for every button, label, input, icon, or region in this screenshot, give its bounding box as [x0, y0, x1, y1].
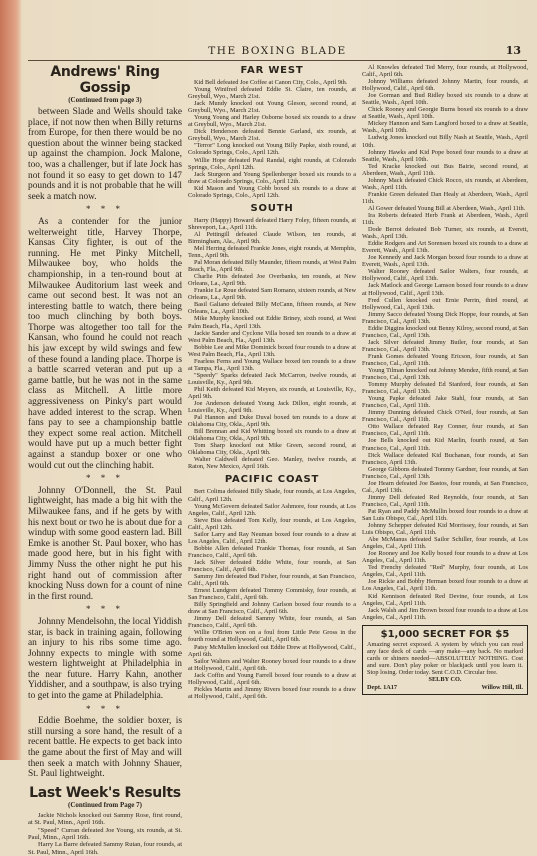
result-item: Jimmy Dell defeated Red Reynolds, four rounds, at San Francisco, Cal., April 11th. [362, 493, 528, 508]
section-far-west: FAR WEST [240, 65, 304, 76]
result-item: "Speedy" Sparks defeated Jack McCarron, twelve rounds, at Louisville, Ky., April 9th. [188, 371, 356, 386]
result-item: Young McGovern defeated Sailor Ashmore, four rounds, at Los Angeles, Calif., April 12th. [188, 502, 356, 517]
result-item: Mickey Hannon and Sam Langford boxed to a draw at Seattle, Wash., April 10th. [362, 120, 528, 135]
result-item: Joe Kennedy and Jack Morgan boxed four rounds to a draw at Everett, Wash., April 13th. [362, 254, 528, 269]
results-continued: (Continued from Page 7) [68, 800, 142, 809]
result-item: Pal Hannon and Duke Duval boxed ten rounds to a draw at Oklahoma City, Okla., April 9th. [188, 414, 356, 429]
ad-address: Willow Hill, Ill. [481, 683, 523, 691]
result-item: "Speed" Curran defeated Joe Young, six rounds, at St. Paul, Minn., April 16th. [28, 826, 182, 842]
result-item: Dick Henderson defeated Bennie Garland, six rounds, at Greybull, Wyo., March 21st. [188, 128, 356, 143]
results-headline: Last Week's Results [29, 784, 181, 801]
separator-stars: * * * [86, 473, 124, 484]
result-item: Johnny Schepper defeated Kid Morrissey, four rounds, at San Luis Obispo, Cal., April 11th. [362, 522, 528, 537]
page-header [28, 44, 527, 61]
result-item: Billy Springfield and Johnny Carlson boxed four rounds to a draw at San Francisco, Calif., April 6th. [188, 601, 356, 616]
column-gossip [28, 64, 182, 856]
result-item: Eddie Rodgers and Art Sorensen boxed six rounds to a draw at Everett, Wash., April 13th. [362, 240, 528, 255]
result-item: Kid Bell defeated Joe Coffee at Canon City, Colo., April 9th. [194, 79, 348, 86]
result-item: Willie O'Brien won on a foul from Little Pete Gross in the fourth round at Hollywood, Calif., April 6th. [188, 629, 356, 644]
separator-stars: * * * [86, 204, 124, 215]
gossip-paragraph: Johnny O'Donnell, the St. Paul lightweight, has made a big hit with the Milwaukee fans, and if he gets by with his next bout or two he is about due for a windup with some good eastern lad. Bill Emke is another St. Paul boxer, who has made good here, but in his fight with Jimmy Nuss the other night he put his right hand out of commission after knocking Nuss down for a count of nine in the first round. [28, 485, 182, 602]
result-item: Ted Frenchy defeated "Red" Murphy, four rounds, at Los Angeles, Cal., April 11th. [362, 564, 528, 579]
result-item: Abe McManus defeated Sailor Schiller, four rounds, at Los Angeles, Cal., April 11th. [362, 536, 528, 551]
result-item: "Terror" Long knocked out Young Billy Papke, sixth round, at Colorado Springs, Colo., April 12th. [188, 142, 356, 157]
more-results-list [362, 64, 528, 621]
far-west-list [188, 79, 356, 199]
gossip-paragraph: As a contender for the junior welterweight title, Harvey Thorpe, Kansas City fighter, is out of the running. He met Pinky Mitchell, Milwaukee boy, who holds the championship, in a ten-round bout at Milwaukee Auditorium last week and came out second best. It was not an interesting battle to watch, there being too much clinching by both boys. Thorpe was altogether too tall for the Kansan, who found he could not reach his jaw except by wild swings and few of these found a landing place. Thorpe is a battle scarred veteran and put up a game battle, but he was not in the same class as Mitchell. A little more aggressiveness on Pinky's part would have added interest to the scrap. When fans pay to see a championship battle they expect some real action. Mitchell would have put up a much better fight against a standup boxer or one who would cut out the clinching habit. [28, 216, 182, 471]
result-item: Young Winifred defeated Eddie St. Claire, ten rounds, at Greybull, Wyo., March 21st. [188, 86, 356, 101]
separator-stars: * * * [86, 604, 124, 615]
publication-title: THE BOXING BLADE [208, 45, 347, 57]
result-item: Tom Sharp knocked out Mike Green, second round, at Oklahoma City, Okla., April 9th. [188, 442, 356, 457]
separator-stars: * * * [86, 703, 124, 714]
result-item: Jack Coffin and Young Farrell boxed four rounds to a draw at Hollywood, Calif., April 6th. [188, 671, 356, 686]
result-item: Bert Colima defeated Billy Shade, four rounds, at Los Angeles, Calif., April 12th. [188, 488, 356, 503]
result-item: Otto Wallace defeated Ray Conner, four rounds, at San Francisco, Cal., April 11th. [362, 423, 528, 438]
result-item: Joe Gorman and Bud Ridley boxed six rounds to a draw at Seattle, Wash., April 10th. [362, 92, 528, 107]
result-item: Jack Mundy knocked out Young Gleson, second round, at Greybull, Wyo., March 21st. [188, 100, 356, 115]
south-list [188, 217, 356, 471]
result-item: Jimmy Dell defeated Sammy White, four rounds, at San Francisco, Calif., April 6th. [188, 615, 356, 630]
gossip-headline: Andrews' Ring Gossip [50, 64, 160, 96]
result-item: Joe Rooney and Joe Kelly boxed four rounds to a draw at Los Angeles, Cal., April 11th. [362, 550, 528, 565]
result-item: Pickles Martin and Jimmy Rivers boxed four rounds to a draw at Hollywood, Calif., April 6th. [188, 685, 356, 700]
result-item: George Gibbons defeated Tommy Gardner, four rounds, at San Francisco, Cal., April 13th. [362, 465, 528, 480]
result-item: Tommy Murphy defeated Ed Stanford, four rounds, at San Francisco, Cal., April 13th. [362, 381, 528, 396]
result-item: Al Gower defeated Young Bill at Aberdeen, Wash., April 11th. [368, 204, 526, 212]
result-item: Joe Bells knocked out Kid Marlin, fourth round, at San Francisco, Cal., April 11th. [362, 437, 528, 452]
result-item: Ira Roberts defeated Herb Frank at Aberdeen, Wash., April 11th. [362, 211, 528, 227]
ad-headline: $1,000 SECRET FOR $5 [380, 628, 510, 640]
result-item: Mel Herring defeated Frankie Jones, eight rounds, at Memphis, Tenn., April 9th. [188, 244, 356, 260]
result-item: Sailor Walters and Walter Rooney boxed four rounds to a draw at Hollywood, Calif., April 6th. [188, 657, 356, 672]
result-item: Ernest Lundgren defeated Tommy Commisky, four rounds, at San Francisco, Calif., April 6th. [188, 587, 356, 602]
column-regional-results [188, 64, 356, 754]
result-item: Sammy Jim defeated Bud Fisher, four rounds, at San Francisco, Calif., April 6th. [188, 573, 356, 588]
section-pacific-coast: PACIFIC COAST [224, 474, 320, 486]
result-item: Joe Rickie and Bobby Herman boxed four rounds to a draw at Los Angeles, Cal., April 11th. [362, 578, 528, 593]
gossip-continued: (Continued from page 3) [68, 96, 142, 104]
result-item: Phil Keith defeated Kid Meyers, six rounds, at Louisville, Ky., April 9th. [188, 385, 356, 400]
result-item: Walter Rooney defeated Sailor Walters, four rounds, at Hollywood, Calif., April 13th. [362, 268, 528, 283]
result-item: Johnny Hawks and Kid Pope boxed four rounds to a draw at Seattle, Wash., April 10th. [362, 148, 528, 163]
result-item: Johnny Williams defeated Johnny Martin, four rounds, at Hollywood, Calif., April 6th. [362, 78, 528, 93]
result-item: Al Pettingill defeated Claude Wilson, ten rounds, at Birmingham, Ala., April 9th. [188, 230, 356, 245]
result-item: Joe Hearn defeated Joe Bastos, four rounds, at San Francisco, Cal., April 13th. [362, 479, 528, 494]
page-left-edge [0, 0, 22, 760]
column-more-results [362, 64, 528, 754]
ad-company: SELBY CO. [428, 675, 462, 683]
result-item: Fearless Ferns and Young Wallace boxed ten rounds to a draw at Tampa, Fla., April 13th. [188, 357, 356, 372]
ad-dept: Dept. 1A17 [367, 683, 398, 691]
result-item: Joe Anderson defeated Young Jack Dillon, eight rounds, at Louisville, Ky., April 9th. [188, 400, 356, 415]
result-item: Pal Moran defeated Billy Maunder, fifteen rounds, at West Palm Beach, Fla., April 9th. [188, 259, 356, 274]
result-item: Harry (Happy) Howard defeated Harry Foley, fifteen rounds, at Shreveport, La., April 11th. [188, 216, 356, 231]
result-item: Al Knowles defeated Ted Merry, four rounds, at Hollywood, Calif., April 6th. [362, 64, 528, 79]
page-number: 13 [505, 44, 521, 57]
pacific-list [188, 488, 356, 699]
section-south: SOUTH [250, 202, 294, 214]
result-item: Pat Ryan and Paddy McMullin boxed four rounds to a draw at San Luis Obispo, Cal., April 11th. [362, 507, 528, 522]
ad-footer [367, 684, 523, 691]
result-item: Frankie Green defeated Dan Healy at Aberdeen, Wash., April 11th. [362, 190, 528, 205]
result-item: Harry La Barre defeated Sammy Rutan, four rounds, at St. Paul, Minn., April 16th. [28, 841, 182, 856]
gossip-paragraph: Johnny Mendelsohn, the local Yiddish star, is back in training again, following an injury to his ribs some time ago. Johnny expects to mingle with some western lightweight at Philadelphia in the near future. Harry Kahn, another Yiddisher, and a southpaw, is also trying to get into the game at Philadelphia. [28, 616, 182, 702]
result-item: Bobbie Allen defeated Frankie Thomas, four rounds, at San Francisco, Calif., April 6th. [188, 544, 356, 559]
gossip-paragraph: Eddie Boehme, the soldier boxer, is still nursing a sore hand, the result of a recent battle. He expects to get back into the game about the first of May and will then seek a match with Johnny Shauer, St. Paul lightweight. [28, 716, 182, 780]
result-item: Young Papke defeated Jake Stahl, four rounds, at San Francisco, Cal., April 11th. [362, 395, 528, 410]
result-item: Jimmy Dunning defeated Chick O'Neil, four rounds, at San Francisco, Cal., April 11th. [362, 409, 528, 424]
result-item: Ludwig Jones knocked out Billy Nash at Seattle, Wash., April 10th. [362, 134, 528, 149]
advertisement-box [362, 625, 528, 695]
result-item: Jackie Sander and Cyclone Villa boxed ten rounds to a draw at West Palm Beach, Fla., April 13th. [188, 329, 356, 344]
result-item: Mike Murphy knocked out Eddie Briney, sixth round, at West Palm Beach, Fla., April 13th. [188, 315, 356, 330]
result-item: Fred Cullen knocked out Ernie Perrin, third round, at Hollywood, Cal., April 13th. [362, 296, 528, 311]
gossip-paragraph: between Slade and Wells should take place, if not now then when Billy returns from Europe, for then there would be no question about the winner being stacked up against the champion. Jock Malone, too, was a challenger, but if late Jock has not found it so easy to get down to 147 pounds and it is not probable that he will seek a match now. [28, 107, 182, 202]
result-item: Bill Brennan and Kid Whitting boxed six rounds to a draw at Oklahoma City, Okla., April 9th. [188, 428, 356, 443]
result-item: Jack Silver defeated Jimmy Butler, four rounds, at San Francisco, Cal., April 13th. [362, 338, 528, 353]
result-item: Steve Biss defeated Tom Kelly, four rounds, at Los Angeles, Calif., April 12th. [188, 516, 356, 531]
result-item: Young Tilman knocked out Johnny Mendez, fifth round, at San Francisco, Cal., April 13th. [362, 367, 528, 382]
result-item: Dode Berrot defeated Bob Turner, six rounds, at Everett, Wash., April 13th. [362, 226, 528, 241]
ad-body: Amazing secret exposed. A system by which you can read any face deck of cards —any make—any back. No marked cards or shiners needed—ABSOLUTELY NOTHING. Cost and sure. Don't play poker or blackjack until you learn it. Stop losing. Order today. Sent C.O.D. Circular free. [367, 640, 523, 676]
result-item: Kid Mason and Young Cobb boxed six rounds to a draw at Colorado Springs, Colo., April 12th. [188, 184, 356, 199]
result-item: Charlie Pitts defeated Joe Overbanks, ten rounds, at New Orleans, La., April 9th. [188, 273, 356, 288]
result-item: Ted Kracke knocked out Bus Bairie, second round, at Aberdeen, Wash., April 11th. [362, 162, 528, 177]
result-item: Young Young and Harley Osborne boxed six rounds to a draw at Greybull, Wyo., March 21st. [188, 114, 356, 129]
result-item: Sailor Larry and Ray Neuman boxed four rounds to a draw at Los Angeles, Calif., April 12th. [188, 530, 356, 545]
result-item: Dick Wallace defeated Kid Buchanan, four rounds, at San Francisco, April 13th. [362, 451, 528, 466]
result-item: Walter Caldwell defeated Geo. Manley, twelve rounds, at Raton, New Mexico, April 16th. [188, 456, 356, 471]
result-item: Frankie Le Roue defeated Sam Romano, sixteen rounds, at New Orleans, La., April 9th. [188, 287, 356, 302]
result-item: Patsy McMullen knocked out Eddie Drew at Hollywood, Calif., April 6th. [188, 643, 356, 658]
result-item: Eddie Diggins knocked out Benny Kilroy, second round, at San Francisco, Cal., April 13th. [362, 324, 528, 339]
result-item: Johnny Mack defeated Chick Rocco, six rounds, at Aberdeen, Wash., April 11th. [362, 176, 528, 191]
result-item: Jack Matlock and George Lamson boxed four rounds to a draw at Hollywood, Calif., April 13th. [362, 282, 528, 297]
result-item: Bobbie Lee and Mike Dominick boxed four rounds to a draw at West Palm Beach, Fla., April 13th. [188, 343, 356, 358]
result-item: Jackie Nichols knocked out Sammy Rose, first round, at St. Paul, Minn., April 16th. [28, 811, 182, 827]
result-item: Frank Gomes defeated Young Ericson, four rounds, at San Francisco, Cal., April 11th. [362, 352, 528, 367]
results-list [28, 812, 182, 856]
result-item: Jack Sturgeon and Young Spellenberger boxed six rounds to a draw at Colorado Springs, Colo., April 12th. [188, 170, 356, 185]
result-item: Jack Silver defeated Eddie White, four rounds, at San Francisco, Calif., April 6th. [188, 558, 356, 573]
result-item: Basil Galiano defeated Billy McCann, fifteen rounds, at New Orleans, La., April 10th. [188, 301, 356, 316]
result-item: Jack Walsh and Jim Brown boxed four rounds to a draw at Los Angeles, Cal., April 11th. [362, 606, 528, 621]
result-item: Chick Rooney and Georgie Burns boxed six rounds to a draw at Seattle, Wash., April 10th. [362, 106, 528, 121]
result-item: Jimmy Sacco defeated Young Dick Hoppe, four rounds, at San Francisco, Cal., April 13th. [362, 310, 528, 325]
result-item: Kid Kennison defeated Red Devine, four rounds, at Los Angeles, Cal., April 11th. [362, 592, 528, 607]
result-item: Willie Hope defeated Paul Randal, eight rounds, at Colorado Springs, Colo., April 12th. [188, 156, 356, 171]
